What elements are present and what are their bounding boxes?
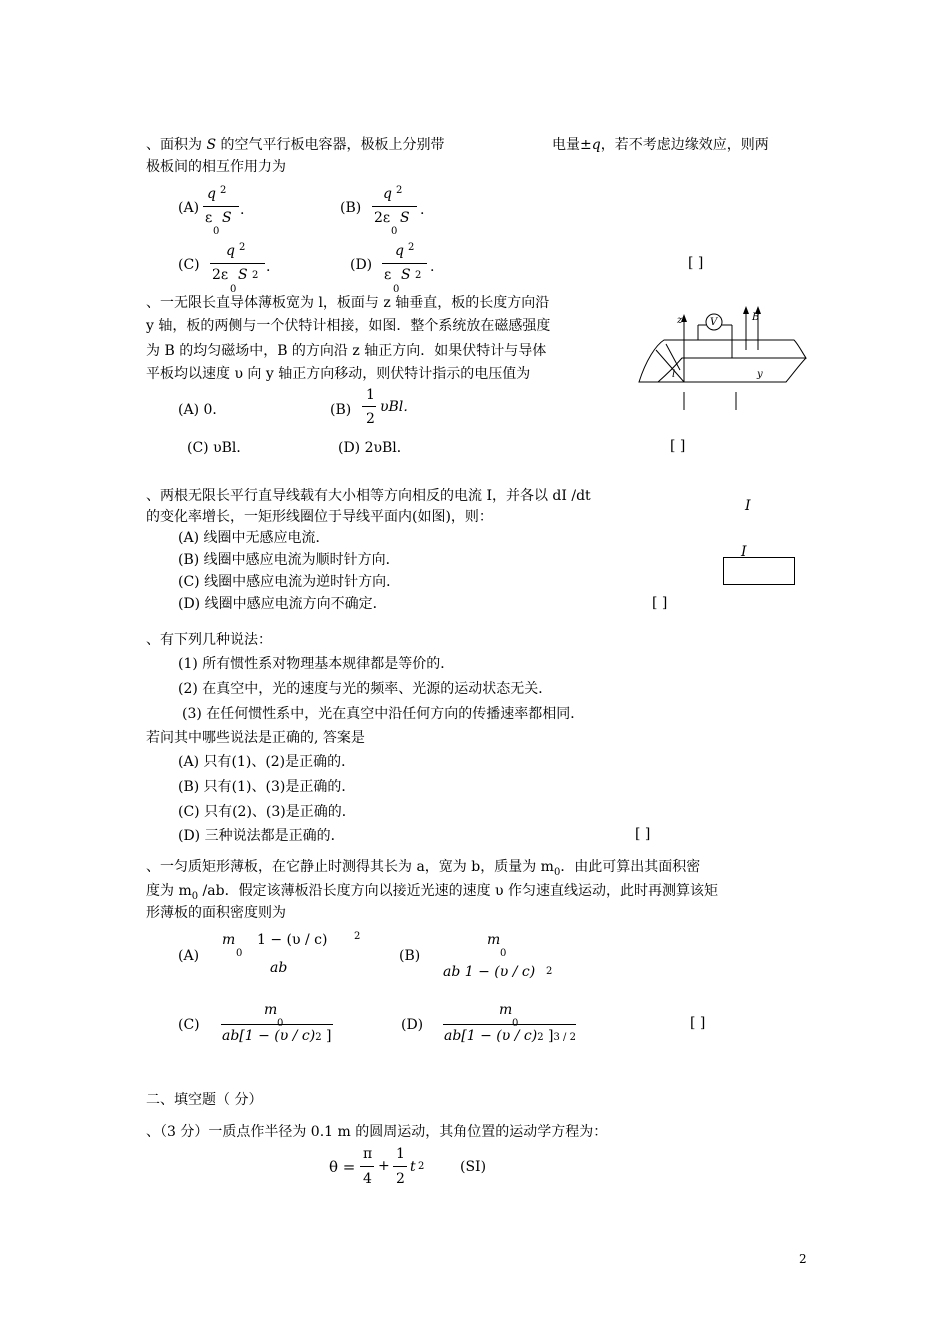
q4-option-b: (B) 只有(1)、(3)是正确的． (178, 779, 356, 795)
q5-c-m: m (264, 1002, 278, 1018)
q3-option-d: (D) 线圈中感应电流方向不确定． (178, 596, 387, 612)
q1-option-d-label: (D) (350, 257, 373, 273)
q5-line1: 、一匀质矩形薄板，在它静止时测得其长为 a，宽为 b，质量为 $m_0$．由此可算出其面积密 (146, 859, 701, 878)
q5-b-den: ab 1 − (υ / c) (443, 964, 536, 980)
q4-ask: 若问其中哪些说法是正确的, 答案是 (146, 730, 365, 746)
q5-a-den: ab (270, 960, 288, 976)
q1-d-sub0: 0 (393, 284, 400, 295)
q5-option-d-label: (D) (401, 1017, 424, 1033)
q1-d-eps: ε (384, 267, 392, 283)
q1-b-S: S (400, 210, 410, 226)
q2-fig-y-label: y (757, 369, 763, 380)
q5-option-c-label: (C) (178, 1017, 200, 1033)
q2-option-b-den: 2 (366, 411, 375, 427)
q1-c-pow: 2 (239, 242, 246, 253)
q1-line1: 、面积为 S 的空气平行板电容器，极板上分别带 (146, 137, 445, 153)
q2-line3: 为 B 的均匀磁场中，B 的方向沿 z 轴正方向．如果伏特计与导体 (146, 343, 547, 359)
q1-c-S: S (238, 267, 248, 283)
q5-line3: 形薄板的面积密度则为 (146, 905, 286, 921)
q5-a-root: 1 − (υ / c) (257, 932, 328, 948)
q1-a-eps: ε (205, 210, 213, 226)
q1-b-dot: . (420, 202, 425, 218)
q3-fig-current-bottom: I (741, 544, 747, 560)
q2-line2: y 轴，板的两侧与一个伏特计相接，如图．整个系统放在磁感强度 (146, 318, 551, 334)
q2-fig-l-label: l (672, 369, 676, 380)
q3-line2: 的变化率增长，一矩形线圈位于导线平面内(如图)，则： (146, 509, 493, 525)
q5-option-a-label: (A) (178, 948, 200, 964)
q1-line2: 极板间的相互作用力为 (146, 159, 286, 175)
q2-option-b-num: 1 (366, 387, 375, 403)
eq-4: 4 (363, 1171, 372, 1187)
q1-c-num: q (226, 243, 235, 259)
q1-c-sub0: 0 (230, 284, 237, 295)
q5-answer-bracket: [ ] (690, 1015, 706, 1031)
eq-bar-2 (393, 1166, 407, 1167)
q4-option-a: (A) 只有(1)、(2)是正确的． (178, 754, 356, 770)
q1-d-fraction-bar (382, 263, 427, 264)
q1-a-num: q (207, 186, 216, 202)
page-number: 2 (799, 1252, 807, 1266)
q2-line4: 平板均以速度 υ 向 y 轴正方向移动，则伏特计指示的电压值为 (146, 366, 531, 382)
q1-c-fraction-bar (210, 263, 265, 264)
q5-d-den: ab[1 − (υ / c)2 ]3 / 2 (444, 1028, 576, 1044)
q3-option-b: (B) 线圈中感应电流为顺时针方向． (178, 552, 400, 568)
q2-fig-V-label: V (710, 317, 718, 328)
section2-title: 二、填空题（ 分） (146, 1092, 263, 1108)
q5-c-bar (221, 1024, 333, 1025)
q1-a-dot: . (240, 202, 245, 218)
q2-option-b-label: (B) (330, 402, 352, 418)
q1-c-spow: 2 (252, 270, 259, 281)
q1-line1-right: 电量±q，若不考虑边缘效应，则两 (552, 137, 769, 153)
q5-a-sub: 0 (236, 948, 243, 959)
q2-line1: 、一无限长直导体薄板宽为 l，板面与 z 轴垂直，板的长度方向沿 (146, 295, 550, 311)
q5-a-pow: 2 (354, 931, 361, 942)
eq-pi: π (363, 1146, 373, 1162)
q3-fig-current-top: I (745, 498, 751, 514)
q3-fig-loop (723, 557, 795, 585)
q1-c-dot: . (266, 259, 271, 275)
eq-theta: θ = (329, 1158, 356, 1176)
q3-answer-bracket: [ ] (652, 595, 668, 611)
q2-fig-z-label: z (677, 315, 683, 326)
q1-b-eps: 2ε (374, 210, 391, 226)
q2-figure (636, 300, 811, 415)
q4-statement-2: (2) 在真空中，光的速度与光的频率、光源的运动状态无关． (178, 681, 553, 697)
q2-option-b-tail: υBl． (380, 399, 418, 415)
q1-option-a-label: (A) (178, 200, 200, 216)
q1-a-S: S (222, 210, 232, 226)
q4-option-c: (C) 只有(2)、(3)是正确的． (178, 804, 356, 820)
q2-answer-bracket: [ ] (670, 438, 686, 454)
q1-b-num: q (383, 186, 392, 202)
q4-answer-bracket: [ ] (635, 826, 651, 842)
q1-a-fraction-bar (203, 206, 239, 207)
q5-b-pow: 2 (546, 966, 553, 977)
q1-option-c-label: (C) (178, 257, 200, 273)
q5-c-den: ab[1 − (υ / c)2 ] (222, 1028, 332, 1044)
q1-c-eps: 2ε (212, 267, 229, 283)
q1-b-pow: 2 (396, 185, 403, 196)
q3-option-a: (A) 线圈中无感应电流． (178, 530, 330, 546)
eq-si: (SI) (460, 1159, 487, 1175)
q1-answer-bracket: [ ] (688, 255, 704, 271)
q2-fig-B-label: B (752, 312, 760, 323)
q4-statement-1: (1) 所有惯性系对物理基本规律都是等价的． (178, 656, 455, 672)
section2-q1: 、（3 分）一质点作半径为 0.1 m 的圆周运动，其角位置的运动学方程为： (146, 1124, 608, 1140)
q5-d-m: m (499, 1002, 513, 1018)
q1-b-sub0: 0 (391, 226, 398, 237)
q3-option-c: (C) 线圈中感应电流为逆时针方向． (178, 574, 401, 590)
q3-line1: 、两根无限长平行直导线载有大小相等方向相反的电流 I，并各以 dI /dt (146, 488, 591, 504)
q1-d-spow: 2 (415, 270, 422, 281)
q5-option-b-label: (B) (399, 948, 421, 964)
q2-option-d: (D) 2υBl． (338, 440, 411, 456)
q2-option-c: (C) υBl． (187, 440, 251, 456)
eq-bar-1 (360, 1166, 374, 1167)
q5-b-sub: 0 (500, 948, 507, 959)
q1-option-b-label: (B) (340, 200, 362, 216)
q5-b-m: m (487, 932, 501, 948)
eq-2: 2 (396, 1171, 405, 1187)
eq-t: t (410, 1159, 416, 1175)
q1-a-pow: 2 (220, 185, 227, 196)
q1-d-S: S (401, 267, 411, 283)
q4-option-d: (D) 三种说法都是正确的． (178, 828, 345, 844)
q1-d-pow: 2 (408, 242, 415, 253)
q5-line2: 度为 $m_0$ /ab．假定该薄板沿长度方向以接近光速的速度 υ 作匀速直线运动，此时再测算该矩 (146, 883, 718, 902)
q4-statement-3: (3) 在任何惯性系中，光在真空中沿任何方向的传播速率都相同． (182, 706, 585, 722)
q1-d-dot: . (430, 259, 435, 275)
eq-t-pow: 2 (418, 1161, 425, 1172)
q2-option-a: (A) 0． (178, 402, 227, 418)
q2-option-b-bar (362, 406, 376, 407)
q1-b-fraction-bar (372, 206, 417, 207)
q4-line1: 、有下列几种说法： (146, 632, 272, 648)
eq-1: 1 (396, 1146, 405, 1162)
q5-a-m: m (222, 932, 236, 948)
eq-plus: + (378, 1158, 390, 1174)
q1-a-sub0: 0 (213, 226, 220, 237)
q1-d-num: q (395, 243, 404, 259)
q5-d-bar (443, 1024, 576, 1025)
